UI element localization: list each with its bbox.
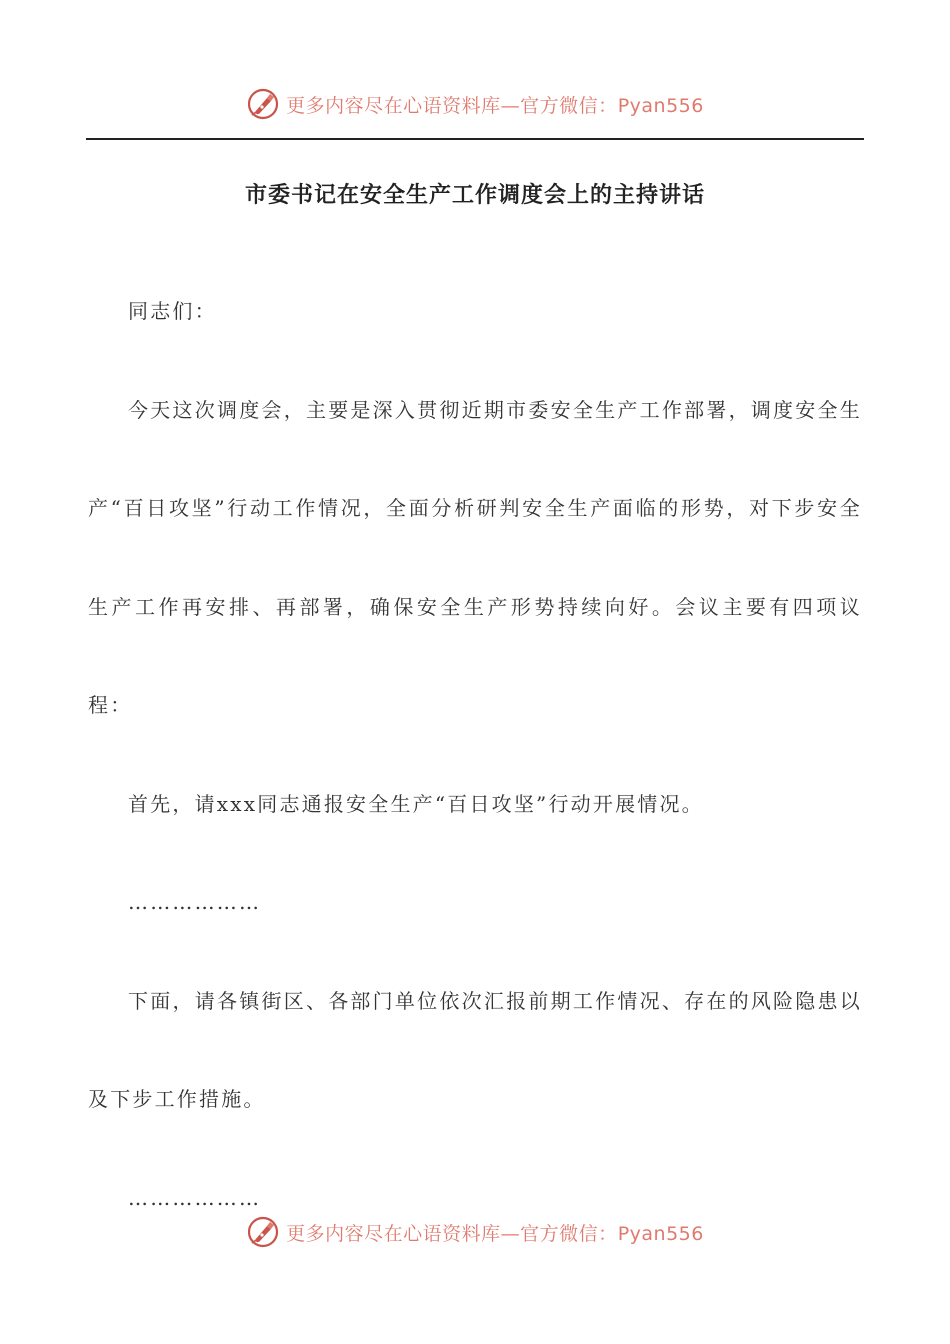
header-banner-main: 更多内容尽在心语资料库 xyxy=(286,94,501,117)
footer-banner-id: Pyan556 xyxy=(617,1222,704,1245)
footer-banner-sep: — xyxy=(500,1222,521,1245)
footer-banner-main: 更多内容尽在心语资料库 xyxy=(286,1222,501,1245)
page-footer-banner xyxy=(0,1212,950,1252)
paragraph-salutation: 同志们： xyxy=(128,299,217,323)
header-divider xyxy=(86,138,864,140)
pen-nib-logo-icon xyxy=(246,87,280,121)
page-header-banner xyxy=(0,84,950,124)
paragraph-second-item: 下面，请各镇街区、各部门单位依次汇报前期工作情况、存在的风险隐患以及下步工作措施。 xyxy=(88,988,862,1111)
paragraph-intro: 今天这次调度会，主要是深入贯彻近期市委安全生产工作部署，调度安全生产“百日攻坚”行动工作情况，全面分析研判安全生产面临的形势，对下步安全生产工作再安排、再部署，确保安全生产形势持续向好。会议主要有四项议程： xyxy=(88,397,862,717)
pen-nib-logo-icon xyxy=(246,1215,280,1249)
footer-banner-row xyxy=(246,1215,704,1249)
header-banner-text xyxy=(286,91,704,118)
header-banner-id: Pyan556 xyxy=(617,94,704,117)
header-banner-label: 官方微信： xyxy=(520,94,618,117)
document-body xyxy=(88,262,862,1247)
paragraph-ellipsis: ……………… xyxy=(128,890,262,914)
paragraph-ellipsis: ……………… xyxy=(128,1185,262,1210)
footer-banner-text xyxy=(286,1219,704,1246)
paragraph-first-item: 首先，请xxx同志通报安全生产“百日攻坚”行动开展情况。 xyxy=(128,791,704,816)
document-title: 市委书记在安全生产工作调度会上的主持讲话 xyxy=(244,183,705,208)
footer-banner-label: 官方微信： xyxy=(520,1222,618,1245)
header-banner-sep: — xyxy=(500,94,521,117)
header-banner-row xyxy=(246,87,704,121)
